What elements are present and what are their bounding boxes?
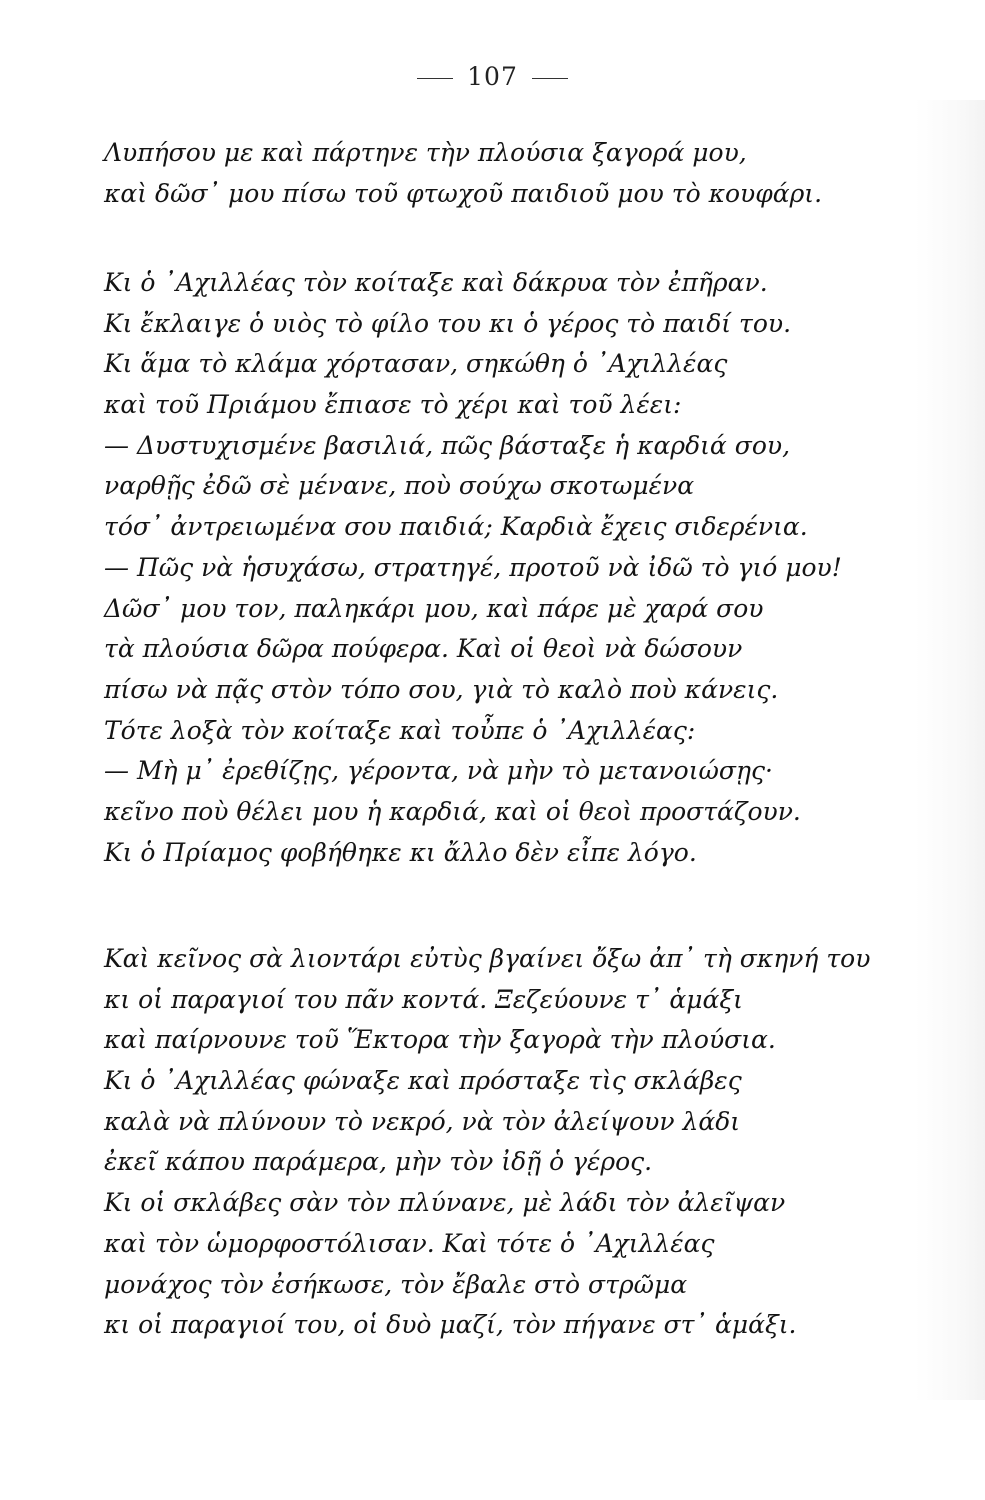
page-number-dash-right	[532, 78, 568, 79]
bleed-through-shadow	[915, 100, 985, 1400]
verse-line: καὶ παίρνουνε τοῦ Ἕκτορα τὴν ξαγορὰ τὴν πλούσια.	[104, 1025, 776, 1055]
verse-line: τόσ᾽ ἀντρειωμένα σου παιδιά; Καρδιὰ ἔχεις σιδερένια.	[104, 512, 808, 542]
verse-line: Κι ὁ ᾿Αχιλλέας τὸν κοίταξε καὶ δάκρυα τὸν ἐπῆραν.	[104, 268, 768, 297]
verse-line: καὶ δῶσ᾽ μου πίσω τοῦ φτωχοῦ παιδιοῦ μου τὸ κουφάρι.	[104, 178, 823, 208]
verse-line: μονάχος τὸν ἐσήκωσε, τὸν ἔβαλε στὸ στρῶμα	[104, 1269, 688, 1299]
stanza-3	[104, 939, 904, 1346]
verse-line: — Πῶς νὰ ἡσυχάσω, στρατηγέ, προτοῦ νὰ ἰδῶ τὸ γιό μου!	[104, 552, 842, 582]
verse-line: Τότε λοξὰ τὸν κοίταξε καὶ τοὖπε ὁ ᾿Αχιλλέας:	[104, 715, 696, 745]
verse-line: Κι ἔκλαιγε ὁ υιὸς τὸ φίλο του κι ὁ γέρος τὸ παιδί του.	[104, 308, 792, 338]
verse-line: πίσω νὰ πᾷς στὸν τόπο σου, γιὰ τὸ καλὸ ποὺ κάνεις.	[104, 674, 779, 704]
verse-line: κι οἱ παραγιοί του, οἱ δυὸ μαζί, τὸν πήγανε στ᾽ ἁμάξι.	[104, 1310, 797, 1340]
page-number	[0, 62, 985, 91]
verse-line: Κι ὁ ᾿Αχιλλέας φώναξε καὶ πρόσταξε τὶς σκλάβες	[104, 1066, 742, 1096]
verse-line: τὰ πλούσια δῶρα πούφερα. Καὶ οἱ θεοὶ νὰ δώσουν	[104, 634, 743, 664]
verse-line: — Δυστυχισμένε βασιλιά, πῶς βάσταξε ἡ καρδιά σου,	[104, 430, 791, 460]
stanza-1	[104, 133, 904, 214]
verse-line: Κι ὁ Πρίαμος φοβήθηκε κι ἄλλο δὲν εἶπε λόγο.	[104, 837, 697, 867]
verse-line: Λυπήσου με καὶ πάρτηνε τὴν πλούσια ξαγορά μου,	[104, 138, 747, 167]
verse-line: καὶ τοῦ Πριάμου ἔπιασε τὸ χέρι καὶ τοῦ λέει:	[104, 390, 682, 420]
stanza-2	[104, 263, 904, 873]
verse-line: — Μὴ μ᾽ ἐρεθίζῃς, γέροντα, νὰ μὴν τὸ μετανοιώσῃς·	[104, 756, 773, 786]
verse-line: ἐκεῖ κάπου παράμερα, μὴν τὸν ἰδῇ ὁ γέρος.	[104, 1147, 653, 1177]
page-number-text: 107	[467, 62, 518, 91]
verse-line: Δῶσ᾽ μου τον, παληκάρι μου, καὶ πάρε μὲ χαρά σου	[104, 593, 764, 623]
verse-line: ναρθῇς ἐδῶ σὲ μένανε, ποὺ σούχω σκοτωμένα	[104, 471, 695, 501]
verse-line: καὶ τὸν ὡμορφοστόλισαν. Καὶ τότε ὁ ᾿Αχιλλέας	[104, 1228, 715, 1258]
verse-line: καλὰ νὰ πλύνουν τὸ νεκρό, νὰ τὸν ἀλείψουν λάδι	[104, 1106, 741, 1136]
verse-line: Κι οἱ σκλάβες σὰν τὸν πλύνανε, μὲ λάδι τὸν ἀλεῖψαν	[104, 1188, 786, 1218]
verse-line: Κι ἅμα τὸ κλάμα χόρτασαν, σηκώθη ὁ ᾿Αχιλλέας	[104, 349, 728, 379]
page-number-dash-left	[417, 78, 453, 79]
verse-line: Καὶ κεῖνος σὰ λιοντάρι εὐτὺς βγαίνει ὄξω ἀπ᾽ τὴ σκηνή του	[104, 944, 871, 973]
verse-line: κι οἱ παραγιοί του πᾶν κοντά. Ξεζεύουνε τ᾽ ἁμάξι	[104, 984, 743, 1014]
verse-line: κεῖνο ποὺ θέλει μου ἡ καρδιά, καὶ οἱ θεοὶ προστάζουν.	[104, 796, 801, 826]
